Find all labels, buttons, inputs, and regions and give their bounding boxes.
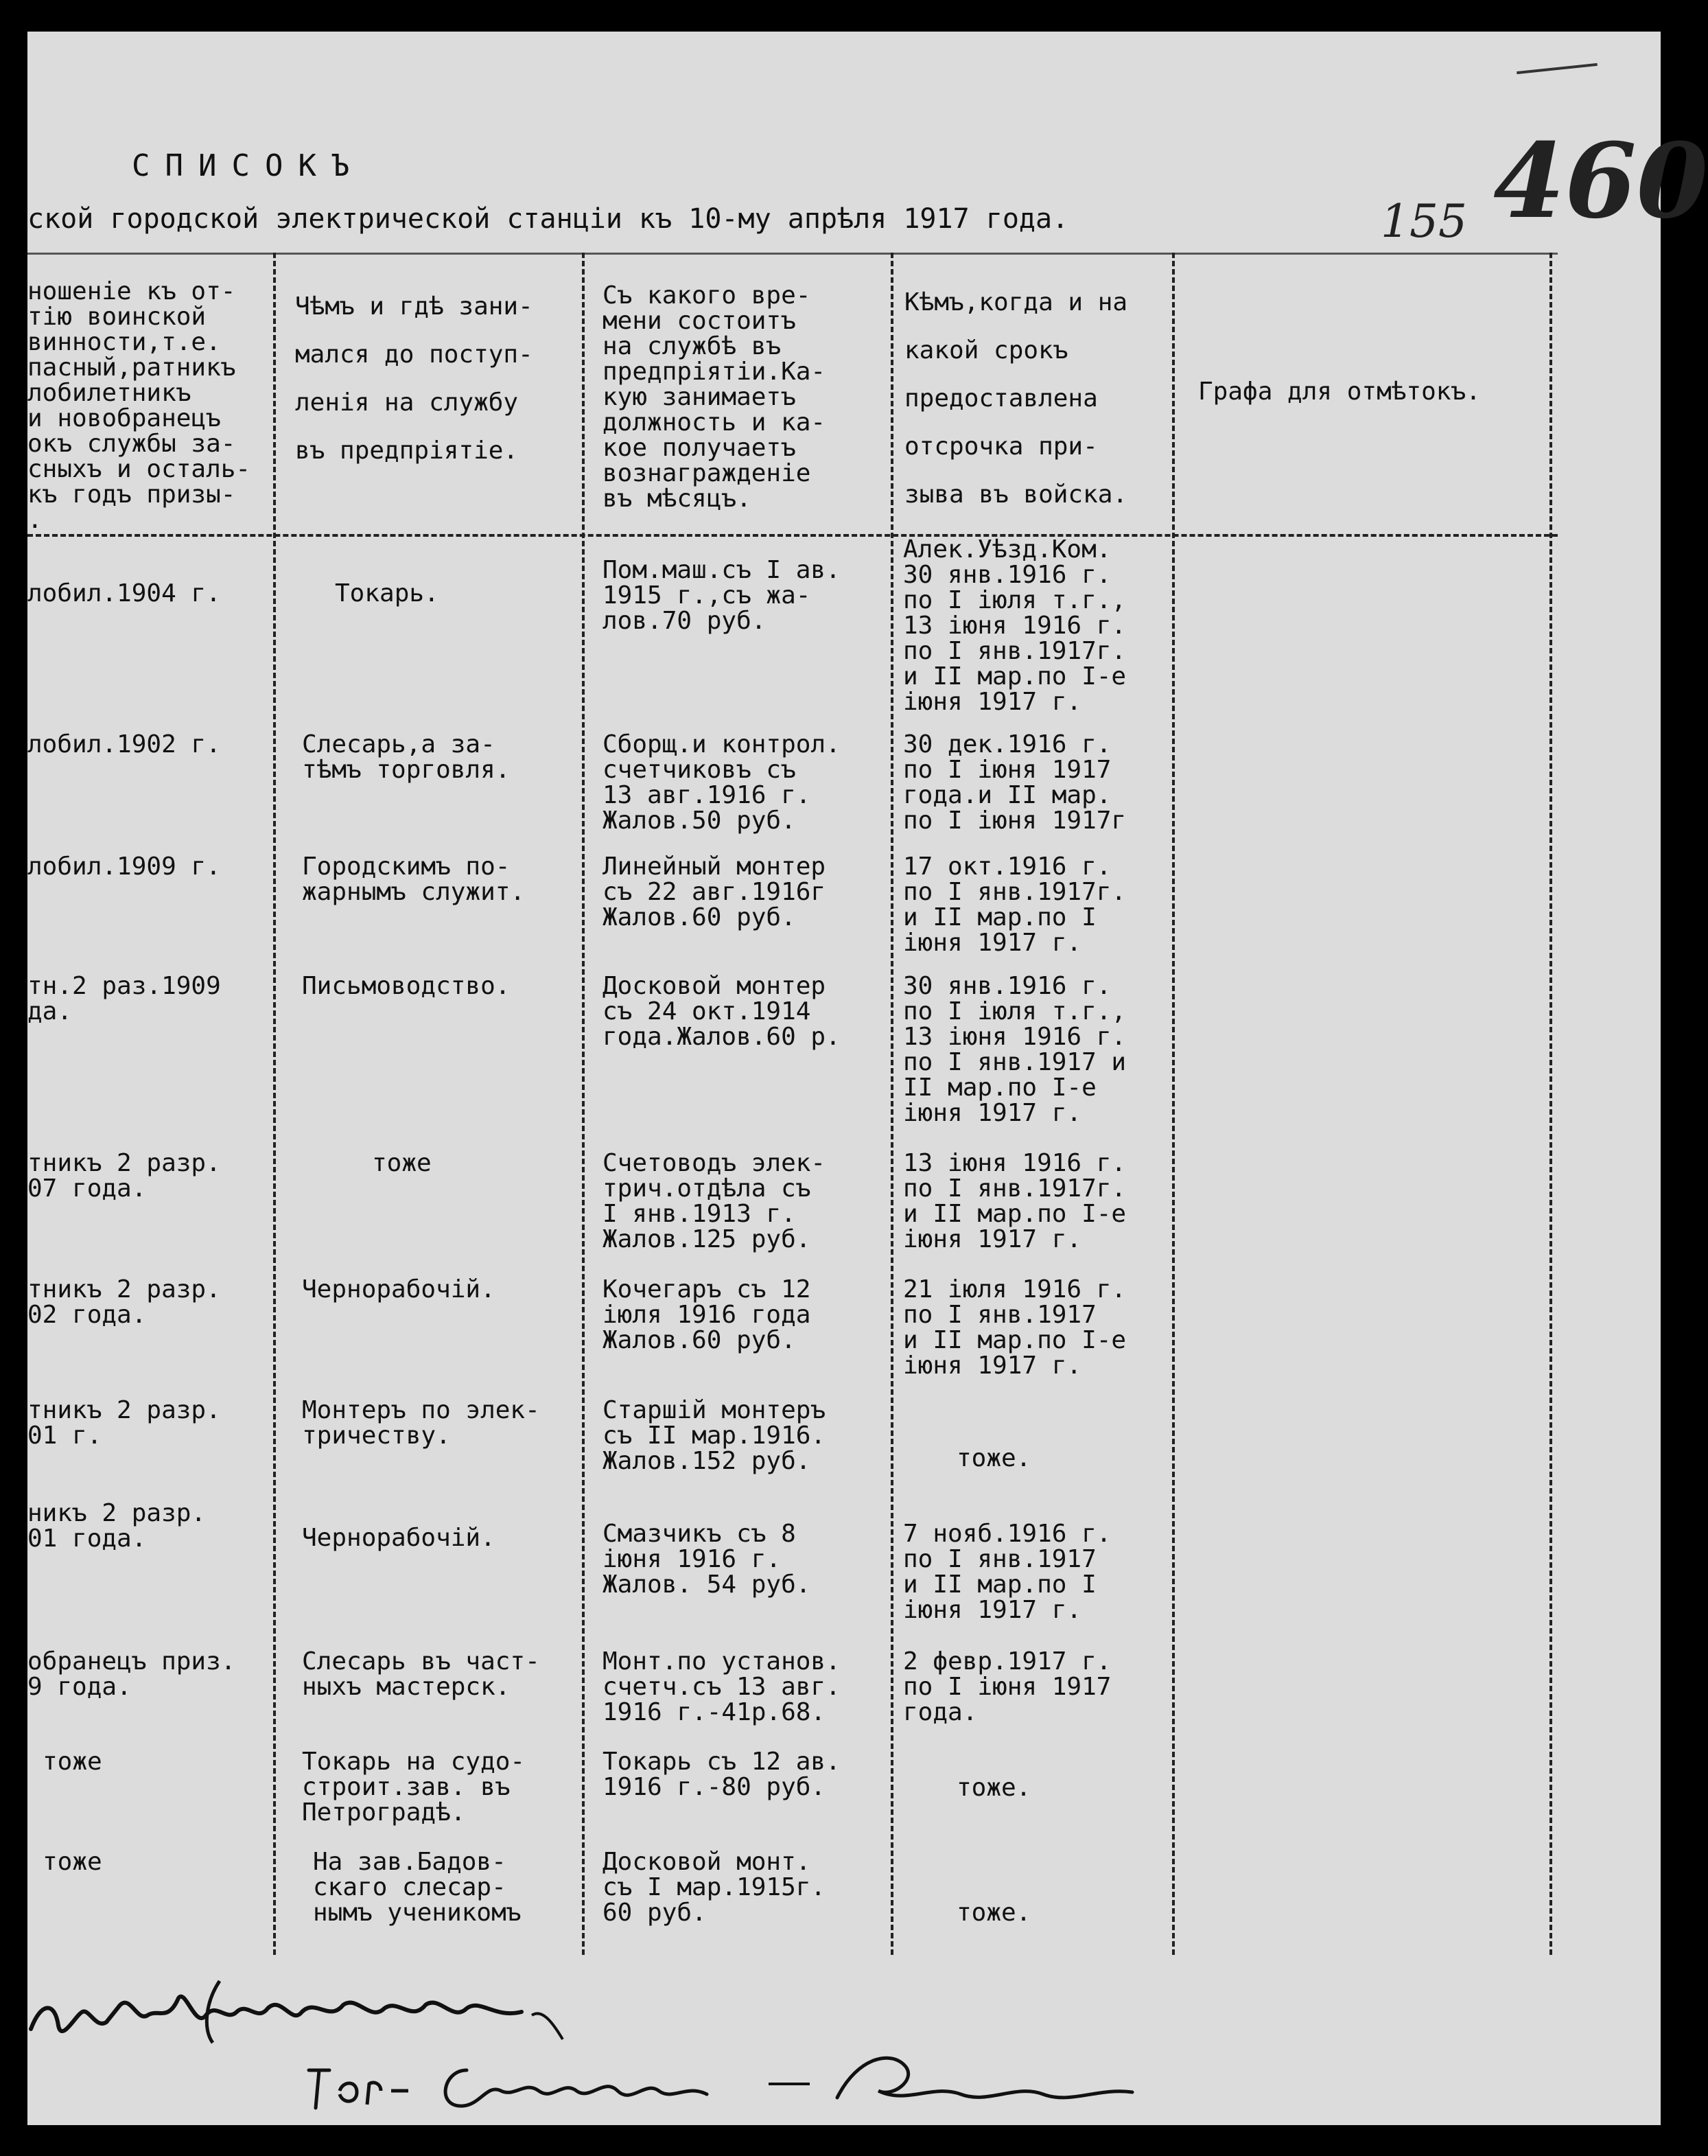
row-11-prior-occupation: На зав.Бадов- скаго слесар- нымъ ученикомъ [313, 1848, 522, 1927]
column-divider-4 [1172, 253, 1175, 1955]
row-10-deferment: тоже. [957, 1774, 1031, 1802]
row-6-military-status: тникъ 2 разр. 02 года. [27, 1275, 221, 1329]
row-7-military-status: тникъ 2 разр. 01 г. [27, 1396, 221, 1450]
row-9-military-status: обранецъ приз. 9 года. [27, 1647, 236, 1701]
header-deferment: Кѣмъ,когда и на какой срокъ предоставлена отсрочка при- зыва въ войска. [904, 288, 1128, 509]
row-3-service-position: Линейный монтер съ 22 авг.1916г Жалов.60 руб. [603, 853, 826, 931]
row-1-prior-occupation: Токарь. [335, 579, 439, 607]
archive-dash-mark [1517, 63, 1598, 74]
archive-number-small: 155 [1381, 195, 1467, 248]
row-9-deferment: 2 февр.1917 г. по I іюня 1917 года. [903, 1647, 1112, 1726]
row-10-prior-occupation: Токарь на судо- строит.зав. въ Петроградѣ. [302, 1748, 526, 1827]
document-sheet [27, 32, 1708, 2125]
row-11-military-status: тоже [43, 1848, 102, 1876]
header-service-position: Съ какого вре- мени состоитъ на службѣ въ предпріятіи.Ка- кую занимаетъ должность и ка- кое получаетъ вознагражденіе въ мѣсяцъ. [603, 281, 826, 513]
column-divider-3 [891, 253, 893, 1955]
header-military-status: ношеніе къ от- тію воинской винности,т.е. пасный,ратникъ лобилетникъ и новобранецъ окъ службы за- сныхъ и осталь- къ годъ призы- . [27, 277, 251, 534]
row-6-service-position: Кочегаръ съ 12 іюля 1916 года Жалов.60 руб. [603, 1275, 811, 1354]
row-7-service-position: Старшій монтеръ съ II мар.1916. Жалов.152 руб. [603, 1396, 826, 1475]
row-3-deferment: 17 окт.1916 г. по I янв.1917г. и II мар.по I іюня 1917 г. [903, 853, 1127, 957]
document-title: СПИСОКЪ [132, 148, 365, 183]
row-6-deferment: 21 іюля 1916 г. по I янв.1917 и II мар.по I-е іюня 1917 г. [903, 1275, 1127, 1380]
row-8-prior-occupation: Чернорабочій. [302, 1524, 495, 1552]
row-1-deferment: Алек.Уѣзд.Ком. 30 янв.1916 г. по I іюля т.г., 13 іюня 1916 г. по I янв.1917г. и II мар.по I-е іюня 1917 г. [903, 535, 1127, 716]
row-3-military-status: лобил.1909 г. [27, 853, 221, 881]
row-8-deferment: 7 нояб.1916 г. по I янв.1917 и II мар.по I іюня 1917 г. [903, 1520, 1112, 1624]
row-10-military-status: тоже [43, 1748, 102, 1776]
row-2-prior-occupation: Слесарь,а за- тѣмъ торговля. [302, 730, 511, 784]
header-prior-occupation: Чѣмъ и гдѣ зани- мался до поступ- ленія на службу въ предпріятіе. [295, 292, 533, 465]
row-9-service-position: Монт.по установ. счетч.съ 13 авг. 1916 г.-41р.68. [603, 1647, 841, 1726]
signature-lower [288, 2043, 1180, 2125]
row-5-deferment: 13 іюня 1916 г. по I янв.1917г. и II мар.по I-е іюня 1917 г. [903, 1149, 1127, 1253]
row-8-military-status: никъ 2 разр. 01 года. [27, 1499, 207, 1553]
document-subtitle: ской городской электрической станціи къ 10-му апрѣля 1917 года. [27, 203, 1069, 235]
row-3-prior-occupation: Городскимъ по- жарнымъ служит. [302, 853, 526, 906]
row-5-prior-occupation: тоже [372, 1149, 432, 1177]
row-1-military-status: лобил.1904 г. [27, 579, 221, 607]
row-5-military-status: тникъ 2 разр. 07 года. [27, 1149, 221, 1203]
table-top-rule [27, 253, 1558, 255]
row-2-deferment: 30 дек.1916 г. по I іюня 1917 года.и II мар. по I іюня 1917г [903, 730, 1127, 835]
row-7-deferment: тоже. [957, 1444, 1031, 1472]
archive-number-large: 460 [1493, 121, 1708, 242]
row-4-service-position: Досковой монтер съ 24 окт.1914 года.Жалов.60 р. [603, 972, 841, 1051]
header-bottom-rule [27, 534, 1558, 537]
row-4-prior-occupation: Письмоводство. [302, 972, 511, 1000]
row-10-service-position: Токарь съ 12 ав. 1916 г.-80 руб. [603, 1748, 841, 1801]
row-2-military-status: лобил.1902 г. [27, 730, 221, 758]
column-divider-1 [273, 253, 276, 1955]
column-divider-5 [1549, 253, 1552, 1955]
row-9-prior-occupation: Слесарь въ част- ныхъ мастерск. [302, 1647, 540, 1701]
row-8-service-position: Смазчикъ съ 8 іюня 1916 г. Жалов. 54 руб. [603, 1520, 811, 1599]
row-11-service-position: Досковой монт. съ I мар.1915г. 60 руб. [603, 1848, 826, 1927]
row-11-deferment: тоже. [957, 1899, 1031, 1927]
row-4-deferment: 30 янв.1916 г. по I іюля т.г., 13 іюня 1916 г. по I янв.1917 и II мар.по I-е іюня 1917 г. [903, 972, 1127, 1127]
row-5-service-position: Счетоводъ элек- трич.отдѣла съ I янв.1913 г. Жалов.125 руб. [603, 1149, 826, 1253]
row-2-service-position: Сборщ.и контрол. счетчиковъ съ 13 авг.1916 г. Жалов.50 руб. [603, 730, 841, 835]
row-7-prior-occupation: Монтеръ по элек- тричеству. [302, 1396, 540, 1450]
column-divider-2 [582, 253, 585, 1955]
row-6-prior-occupation: Чернорабочій. [302, 1275, 495, 1303]
row-1-service-position: Пом.маш.съ I ав. 1915 г.,съ жа- лов.70 руб. [603, 556, 841, 635]
header-remarks: Графа для отмѣтокъ. [1198, 378, 1481, 406]
row-4-military-status: тн.2 раз.1909 да. [27, 972, 221, 1025]
